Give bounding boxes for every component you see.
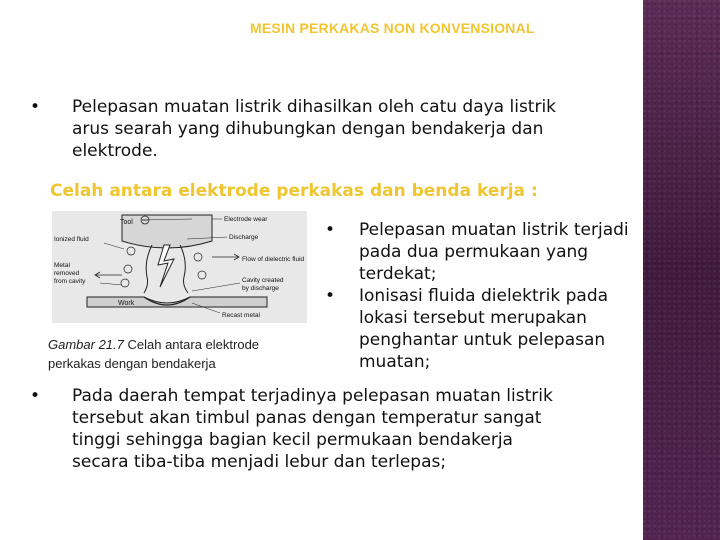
bullet-line: tersebut akan timbul panas dengan temperatur sangat	[72, 408, 542, 428]
caption-number: Gambar 21.7	[48, 337, 124, 352]
caption-text-1: Celah antara elektrode	[127, 337, 260, 352]
bullet-melting	[30, 385, 720, 473]
label-from-cavity: from cavity	[54, 278, 86, 285]
bullet-line: Pada daerah tempat terjadinya pelepasan muatan listrik	[72, 386, 553, 406]
label-tool: Tool	[120, 219, 133, 226]
bullet-line: lokasi tersebut merupakan	[359, 308, 587, 328]
bullet-line: Pelepasan muatan listrik terjadi	[359, 220, 629, 240]
bullet-dot: •	[30, 386, 41, 406]
slide-title: MESIN PERKAKAS NON KONVENSIONAL	[250, 20, 535, 36]
bullet-discharge-surfaces	[325, 219, 720, 285]
label-electrode-wear: Electrode wear	[224, 216, 268, 223]
bullet-line: penghantar untuk pelepasan	[359, 330, 606, 350]
caption-text-2: perkakas dengan bendakerja	[48, 356, 216, 371]
label-removed: removed	[54, 270, 80, 277]
label-discharge: Discharge	[229, 234, 259, 241]
bullet-line: secara tiba-tiba menjadi lebur dan terlepas;	[72, 452, 447, 472]
label-metal: Metal	[54, 262, 70, 269]
bullet-ionization	[325, 285, 720, 373]
right-bullet-list	[325, 219, 720, 373]
bullet-dot: •	[30, 97, 41, 117]
figure-caption	[48, 335, 318, 373]
label-ionized-fluid: Ionized fluid	[54, 236, 89, 243]
label-work: Work	[118, 300, 135, 307]
bullet-line: terdekat;	[359, 264, 437, 284]
label-flow: Flow of dielectric fluid	[242, 256, 305, 263]
section-heading: Celah antara elektrode perkakas dan benda kerja :	[50, 181, 538, 201]
bullet-dot: •	[325, 220, 336, 240]
label-cavity: Cavity created	[242, 277, 284, 284]
bullet-line: Ionisasi fluida dielektrik pada	[359, 286, 609, 306]
tool-electrode-shape	[122, 215, 212, 248]
edm-gap-diagram	[52, 211, 307, 323]
bullet-line: tinggi sehingga bagian kecil permukaan bendakerja	[72, 430, 513, 450]
bullet-line: Pelepasan muatan listrik dihasilkan oleh catu daya listrik	[72, 97, 557, 117]
bullet-line: muatan;	[359, 352, 431, 372]
bullet-line: pada dua permukaan yang	[359, 242, 589, 262]
label-recast-metal: Recast metal	[222, 312, 260, 319]
bullet-line: elektrode.	[72, 141, 158, 161]
bullet-dot: •	[325, 286, 336, 306]
bullet-line: arus searah yang dihubungkan dengan bendakerja dan	[72, 119, 544, 139]
label-by-discharge: by discharge	[242, 285, 279, 292]
bullet-discharge-source	[30, 96, 720, 162]
edm-gap-figure	[52, 211, 307, 323]
